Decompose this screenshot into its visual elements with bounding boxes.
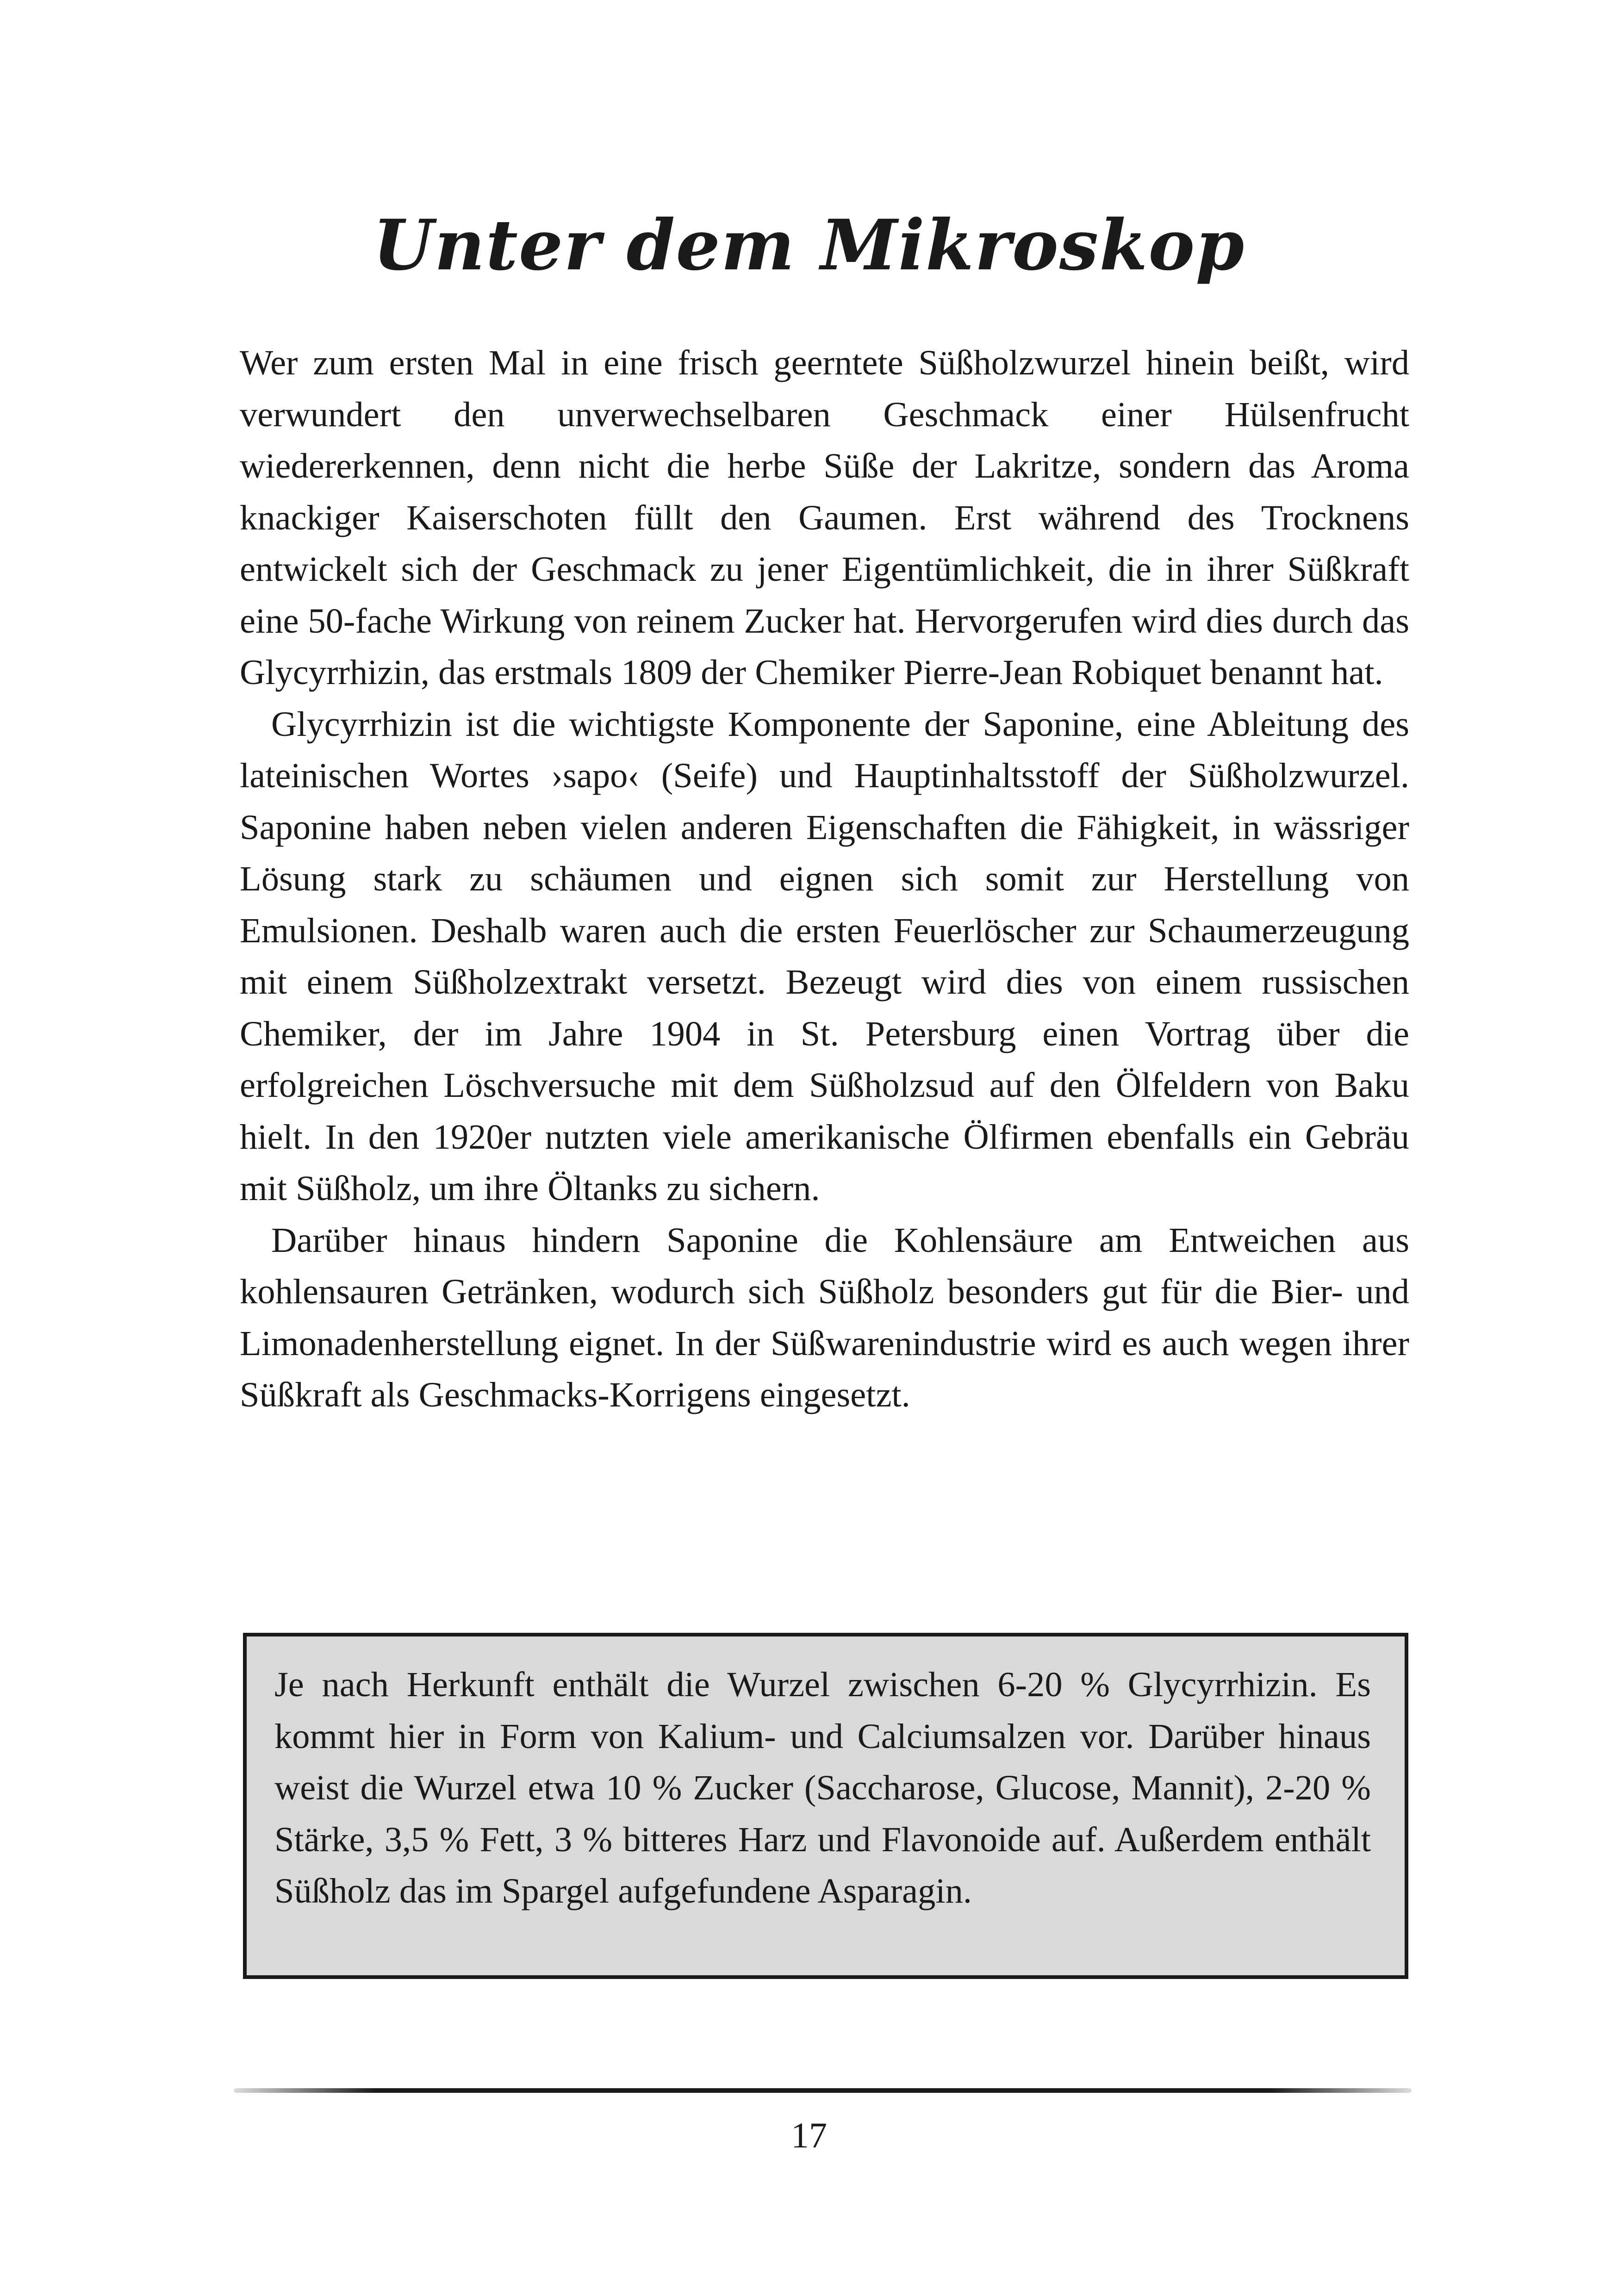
page-number: 17 bbox=[791, 2115, 827, 2155]
paragraph-2: Glycyrrhizin ist die wichtigste Komponente der Saponine, eine Ableitung des lateinischen Wortes ›sapo‹ (Seife) und Hauptinhaltsstoff der Süßholzwurzel. Saponine haben neben vielen anderen Eigenschaften die Fähigkeit, in wässriger Lösung stark zu schäumen und eignen sich somit zur Herstellung von Emulsionen. Deshalb waren auch die ersten Feuerlöscher zur Schaumerzeugung mit einem Süßholzextrakt versetzt. Bezeugt wird dies von einem russischen Chemiker, der im Jahre 1904 in St. Petersburg einen Vortrag über die erfolgreichen Löschversuche mit dem Süßholzsud auf den Ölfeldern von Baku hielt. In den 1920er nutzten viele amerikanische Ölfirmen ebenfalls ein Gebräu mit Süßholz, um ihre Öltanks zu sichern. bbox=[240, 704, 1409, 1208]
paragraph-3: Darüber hinaus hindern Saponine die Kohlensäure am Entweichen aus kohlensauren Getränken, wodurch sich Süßholz besonders gut für die Bier- und Limonadenherstellung eignet. In der Süßwarenindustrie wird es auch wegen ihrer Süßkraft als Geschmacks-Korrigens eingesetzt. bbox=[240, 1220, 1409, 1414]
paragraph-1: Wer zum ersten Mal in eine frisch geerntete Süßholzwurzel hinein beißt, wird verwundert den unverwechselbaren Geschmack einer Hülsenfrucht wiedererkennen, denn nicht die herbe Süße der Lakritze, sondern das Aroma knackiger Kaiserschoten füllt den Gaumen. Erst während des Trocknens entwickelt sich der Geschmack zu jener Eigentümlichkeit, die in ihrer Süßkraft eine 50-fache Wirkung von reinem Zucker hat. Hervorgerufen wird dies durch das Glycyrrhizin, das erstmals 1809 der Chemiker Pierre-Jean Robiquet benannt hat. bbox=[240, 343, 1409, 692]
footer-divider bbox=[234, 2088, 1412, 2093]
info-box-text: Je nach Herkunft enthält die Wurzel zwischen 6-20 % Glycyrrhizin. Es kommt hier in Form von Kalium- und Calciumsalzen vor. Darüber hinaus weist die Wurzel etwa 10 % Zucker (Saccharose, Glucose, Mannit), 2-20 % Stärke, 3,5 % Fett, 3 % bitteres Harz und Flavonoide auf. Außerdem enthält Süßholz das im Spargel aufgefundene Asparagin. bbox=[274, 1665, 1371, 1910]
body-text bbox=[240, 337, 1409, 1421]
info-box bbox=[243, 1633, 1408, 1979]
page-title: Unter dem Mikroskop bbox=[373, 205, 1245, 286]
